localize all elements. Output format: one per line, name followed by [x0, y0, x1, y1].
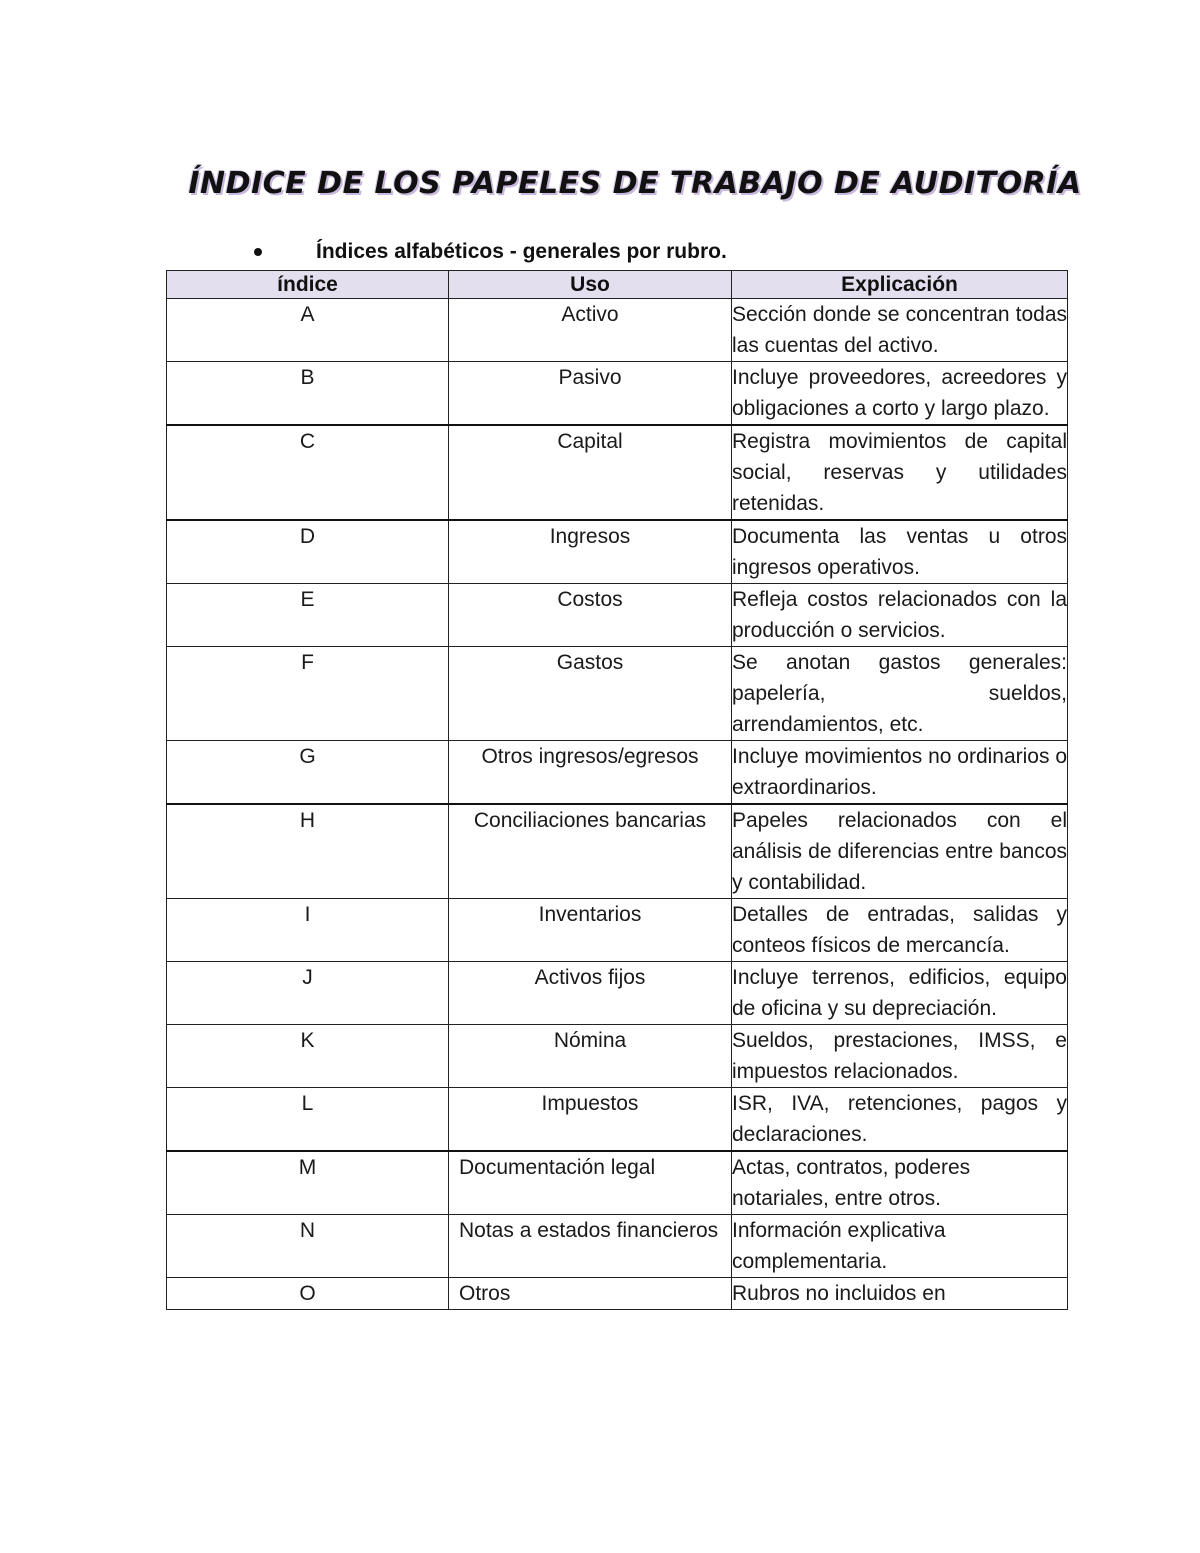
- table-row: [167, 425, 1068, 520]
- row-explicacion: Actas, contratos, poderes notariales, entre otros.: [732, 1151, 1068, 1215]
- row-uso: Otros: [449, 1278, 732, 1310]
- row-indice: D: [167, 520, 449, 584]
- table-row: [167, 899, 1068, 962]
- table-row: [167, 1278, 1068, 1310]
- table-row: [167, 1151, 1068, 1215]
- row-uso: Otros ingresos/egresos: [449, 741, 732, 805]
- row-indice: N: [167, 1215, 449, 1278]
- row-explicacion: Refleja costos relacionados con la producción o servicios.: [732, 584, 1068, 647]
- row-uso: Inventarios: [449, 899, 732, 962]
- table-row: [167, 1088, 1068, 1152]
- table-row: [167, 647, 1068, 741]
- row-explicacion: Se anotan gastos generales: papelería, sueldos, arrendamientos, etc.: [732, 647, 1068, 741]
- row-uso: Pasivo: [449, 362, 732, 426]
- header-indice: índice: [167, 271, 449, 299]
- table-row: [167, 741, 1068, 805]
- row-uso: Capital: [449, 425, 732, 520]
- index-table: [166, 270, 1068, 1310]
- row-explicacion: ISR, IVA, retenciones, pagos y declaraciones.: [732, 1088, 1068, 1152]
- row-indice: M: [167, 1151, 449, 1215]
- row-indice: K: [167, 1025, 449, 1088]
- row-explicacion: Documenta las ventas u otros ingresos operativos.: [732, 520, 1068, 584]
- table-row: [167, 804, 1068, 899]
- row-indice: I: [167, 899, 449, 962]
- row-explicacion: Incluye movimientos no ordinarios o extraordinarios.: [732, 741, 1068, 805]
- row-indice: E: [167, 584, 449, 647]
- section-subtitle: Índices alfabéticos - generales por rubro.: [316, 240, 727, 263]
- row-indice: L: [167, 1088, 449, 1152]
- row-explicacion: Incluye proveedores, acreedores y obligaciones a corto y largo plazo.: [732, 362, 1068, 426]
- row-uso: Gastos: [449, 647, 732, 741]
- table-row: [167, 584, 1068, 647]
- table-row: [167, 962, 1068, 1025]
- table-row: [167, 1215, 1068, 1278]
- page-title: ÍNDICE DE LOS PAPELES DE TRABAJO DE AUDITORÍA: [188, 166, 1082, 201]
- table-row: [167, 362, 1068, 426]
- table-row: [167, 299, 1068, 362]
- row-explicacion: Registra movimientos de capital social, reservas y utilidades retenidas.: [732, 425, 1068, 520]
- row-uso: Activos fijos: [449, 962, 732, 1025]
- row-indice: G: [167, 741, 449, 805]
- row-explicacion: Papeles relacionados con el análisis de diferencias entre bancos y contabilidad.: [732, 804, 1068, 899]
- header-explicacion: Explicación: [732, 271, 1068, 299]
- bullet-icon: [254, 248, 262, 256]
- table-row: [167, 520, 1068, 584]
- row-uso: Nómina: [449, 1025, 732, 1088]
- row-explicacion: Información explicativa complementaria.: [732, 1215, 1068, 1278]
- row-explicacion: Rubros no incluidos en: [732, 1278, 1068, 1310]
- row-uso: Costos: [449, 584, 732, 647]
- row-indice: F: [167, 647, 449, 741]
- row-indice: O: [167, 1278, 449, 1310]
- row-indice: C: [167, 425, 449, 520]
- row-uso: Ingresos: [449, 520, 732, 584]
- table-header-row: [167, 271, 1068, 299]
- row-explicacion: Sueldos, prestaciones, IMSS, e impuestos relacionados.: [732, 1025, 1068, 1088]
- row-indice: A: [167, 299, 449, 362]
- row-uso: Conciliaciones bancarias: [449, 804, 732, 899]
- row-uso: Notas a estados financieros: [449, 1215, 732, 1278]
- row-explicacion: Detalles de entradas, salidas y conteos físicos de mercancía.: [732, 899, 1068, 962]
- row-explicacion: Incluye terrenos, edificios, equipo de oficina y su depreciación.: [732, 962, 1068, 1025]
- row-uso: Activo: [449, 299, 732, 362]
- row-indice: H: [167, 804, 449, 899]
- row-explicacion: Sección donde se concentran todas las cuentas del activo.: [732, 299, 1068, 362]
- header-uso: Uso: [449, 271, 732, 299]
- table-row: [167, 1025, 1068, 1088]
- row-indice: B: [167, 362, 449, 426]
- row-uso: Impuestos: [449, 1088, 732, 1152]
- row-uso: Documentación legal: [449, 1151, 732, 1215]
- row-indice: J: [167, 962, 449, 1025]
